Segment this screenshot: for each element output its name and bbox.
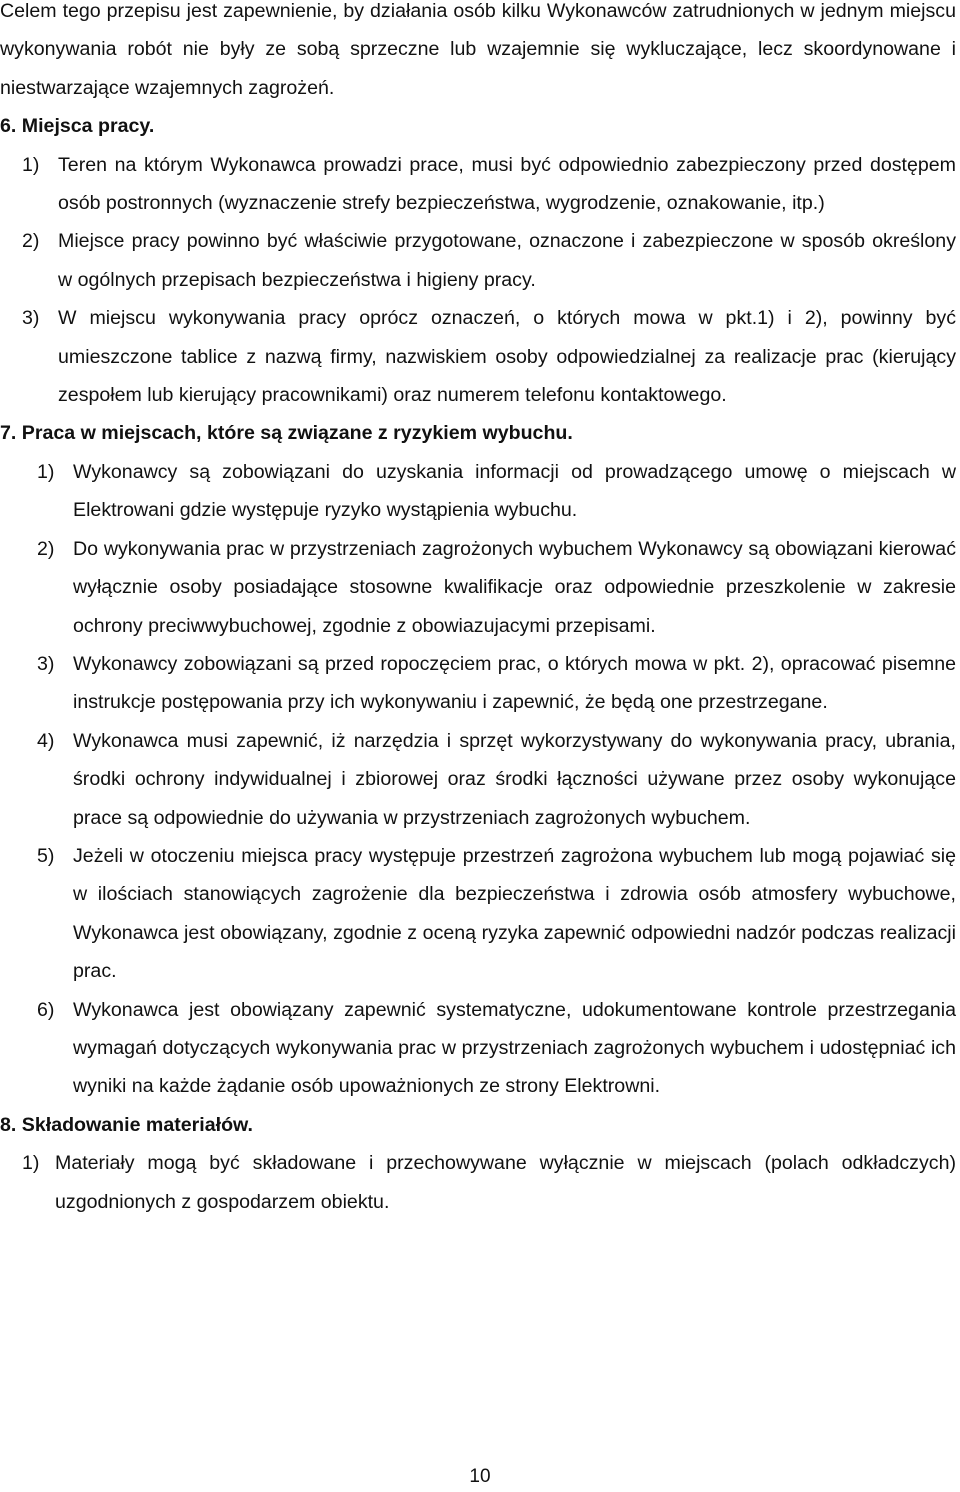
- section-8-list: [0, 1144, 960, 1221]
- item-text: Do wykonywania prac w przystrzeniach zagrożonych wybuchem Wykonawcy są obowiązani kierować wyłącznie osoby posiadające stosowne kwalifikacje oraz odpowiednie przeszkolenie w zakresie ochrony preciwwybuchowej, zgodnie z obowiazujacymi przepisami.: [73, 537, 956, 637]
- list-item: [0, 645, 960, 722]
- list-item: [0, 299, 960, 414]
- item-number: 2): [22, 230, 40, 253]
- item-number: 3): [22, 307, 40, 330]
- section-heading: 6. Miejsca pracy.: [0, 115, 155, 138]
- item-number: 4): [37, 729, 55, 752]
- item-number: 1): [22, 153, 40, 176]
- intro-paragraph: Celem tego przepisu jest zapewnienie, by działania osób kilku Wykonawców zatrudnionych w jednym miejscu wykonywania robót nie były ze sobą sprzeczne lub wzajemnie się wykluczające, lecz skoordynowane i niestwarzające wzajemnych zagrożeń.: [0, 0, 956, 99]
- item-text: Wykonawcy zobowiązani są przed ropoczęciem prac, o których mowa w pkt. 2), opracować pisemne instrukcje postępowania przy ich wykonywaniu i zapewnić, że będą one przestrzegane.: [73, 652, 956, 714]
- item-text: Teren na którym Wykonawca prowadzi prace, musi być odpowiednio zabezpieczony przed dostępem osób postronnych (wyznaczenie strefy bezpieczeństwa, wygrodzenie, oznakowanie, itp.): [58, 153, 956, 215]
- item-text: Wykonawca jest obowiązany zapewnić systematyczne, udokumentowane kontrole przestrzegania wymagań dotyczących wykonywania prac w przystrzeniach zagrożonych wybuchem i udostępniać ich wyniki na każde żądanie osób upoważnionych ze strony Elektrowni.: [73, 998, 956, 1098]
- list-item: [0, 530, 960, 645]
- item-text: Wykonawcy są zobowiązani do uzyskania informacji od prowadzącego umowę o miejscach w Elektrowani gdzie występuje ryzyko wystąpienia wybuchu.: [73, 460, 956, 522]
- section-6: [0, 107, 960, 414]
- list-item: [0, 222, 960, 299]
- item-text: Jeżeli w otoczeniu miejsca pracy występuje przestrzeń zagrożona wybuchem lub mogą pojawiać się w ilościach stanowiących zagrożenie dla bezpieczeństwa i zdrowia osób atmosfery wybuchowe, Wykonawca jest obowiązany, zgodnie z oceną ryzyka zapewnić odpowiedni nadzór podczas realizacji prac.: [73, 844, 956, 983]
- item-number: 6): [37, 998, 55, 1021]
- list-item: [0, 837, 960, 991]
- list-item: [0, 146, 960, 223]
- list-item: [0, 722, 960, 837]
- section-6-list: [0, 146, 960, 415]
- item-number: 5): [37, 844, 55, 867]
- list-item: [0, 453, 960, 530]
- item-text: Miejsce pracy powinno być właściwie przygotowane, oznaczone i zabezpieczone w sposób określony w ogólnych przepisach bezpieczeństwa i higieny pracy.: [58, 230, 956, 291]
- list-item: [0, 1144, 960, 1221]
- section-heading: 7. Praca w miejscach, które są związane z ryzykiem wybuchu.: [0, 422, 573, 445]
- section-8: [0, 1106, 960, 1221]
- item-text: Materiały mogą być składowane i przechowywane wyłącznie w miejscach (polach odkładczych) uzgodnionych z gospodarzem obiektu.: [55, 1152, 956, 1213]
- section-7: [0, 414, 960, 1105]
- section-heading: 8. Składowanie materiałów.: [0, 1113, 253, 1136]
- item-text: Wykonawca musi zapewnić, iż narzędzia i sprzęt wykorzystywany do wykonywania pracy, ubrania, środki ochrony indywidualnej i zbiorowej oraz środki łączności używane przez osoby wykonujące prace są odpowiednie do używania w przystrzeniach zagrożonych wybuchem.: [73, 729, 956, 829]
- item-number: 1): [37, 460, 55, 483]
- section-7-list: [0, 453, 960, 1106]
- page-number: 10: [469, 1466, 491, 1487]
- item-number: 2): [37, 537, 55, 560]
- item-number: 3): [37, 652, 55, 675]
- list-item: [0, 991, 960, 1106]
- item-text: W miejscu wykonywania pracy oprócz oznaczeń, o których mowa w pkt.1) i 2), powinny być umieszczone tablice z nazwą firmy, nazwiskiem osoby odpowiedzialnej za realizacje prac (kierujący zespołem lub kierujący pracownikami) oraz numerem telefonu kontaktowego.: [58, 307, 956, 407]
- item-number: 1): [22, 1152, 40, 1175]
